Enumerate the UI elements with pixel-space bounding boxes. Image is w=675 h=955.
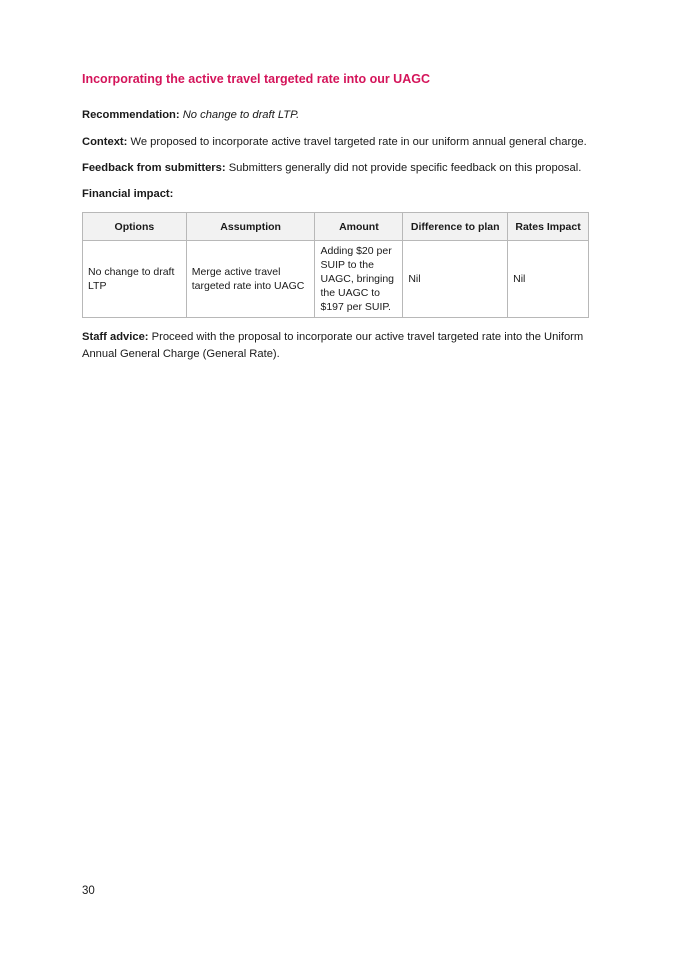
cell-rates-impact: Nil: [508, 241, 589, 318]
feedback-paragraph: [82, 160, 602, 177]
header-assumption: Assumption: [186, 213, 315, 241]
context-text: We proposed to incorporate active travel targeted rate in our uniform annual general charge.: [130, 136, 587, 148]
feedback-label: Feedback from submitters:: [82, 162, 226, 174]
table-row: [83, 241, 589, 318]
table-header-row: [83, 213, 589, 241]
header-amount: Amount: [315, 213, 403, 241]
header-difference-to-plan: Difference to plan: [403, 213, 508, 241]
recommendation-text: No change to draft LTP.: [182, 109, 300, 121]
header-rates-impact: Rates Impact: [508, 213, 589, 241]
page-number: 30: [82, 885, 95, 897]
section-heading: Incorporating the active travel targeted rate into our UAGC: [82, 72, 430, 86]
financial-impact-table: [82, 212, 589, 318]
cell-options: No change to draft LTP: [83, 241, 187, 318]
staff-advice-text: Proceed with the proposal to incorporate our active travel targeted rate into the Uniform Annual General Charge (General Rate).: [82, 331, 584, 360]
recommendation-label: Recommendation:: [82, 109, 180, 121]
staff-advice-label: Staff advice:: [82, 331, 149, 343]
recommendation-paragraph: [82, 107, 602, 124]
financial-impact-label: Financial impact:: [82, 188, 174, 200]
cell-assumption: Merge active travel targeted rate into UAGC: [186, 241, 315, 318]
feedback-text: Submitters generally did not provide specific feedback on this proposal.: [228, 162, 582, 174]
header-options: Options: [83, 213, 187, 241]
context-label: Context:: [82, 136, 128, 148]
cell-amount: Adding $20 per SUIP to the UAGC, bringing the UAGC to $197 per SUIP.: [315, 241, 403, 318]
staff-advice-paragraph: [82, 329, 597, 363]
context-paragraph: [82, 134, 602, 151]
cell-difference-to-plan: Nil: [403, 241, 508, 318]
